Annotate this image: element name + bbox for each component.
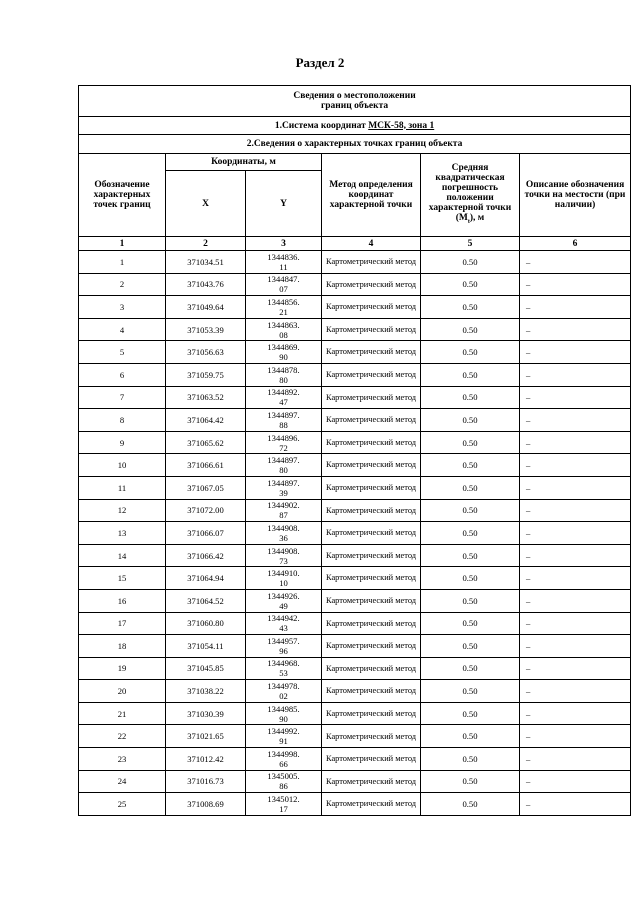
point-number: 9 [79, 431, 166, 454]
coordinate-x: 371030.39 [166, 702, 246, 725]
coordinate-y [246, 522, 322, 545]
method-cell: Картометрический метод [322, 657, 421, 680]
method-cell: Картометрический метод [322, 251, 421, 274]
point-number: 7 [79, 386, 166, 409]
coordinate-y [246, 296, 322, 319]
point-number: 17 [79, 612, 166, 635]
coordinate-y-part1: 1344957. [267, 635, 300, 646]
coordinate-y-part2: 90 [279, 713, 288, 724]
description-cell: – [520, 341, 631, 364]
table-row [79, 251, 631, 274]
coordinate-x: 371072.00 [166, 499, 246, 522]
point-number: 25 [79, 793, 166, 816]
table-row [79, 318, 631, 341]
description-cell: – [520, 725, 631, 748]
point-number: 11 [79, 476, 166, 499]
coordinate-y-part1: 1344942. [267, 613, 300, 624]
coordinate-y-part1: 1344910. [267, 568, 300, 579]
point-number: 18 [79, 635, 166, 658]
error-cell: 0.50 [421, 770, 520, 793]
method-cell: Картометрический метод [322, 454, 421, 477]
coordinate-y-part2: 88 [279, 419, 288, 430]
info-header-line1: Сведения о местоположении [293, 91, 416, 101]
coordinate-x: 371012.42 [166, 748, 246, 771]
header-method: Метод определения координат характерной точки [322, 154, 421, 237]
info-header-line2: границ объекта [320, 101, 389, 111]
description-cell: – [520, 657, 631, 680]
header-coordinates: Координаты, м [166, 154, 322, 171]
coordinate-y-part1: 1344897. [267, 409, 300, 420]
coordinate-x: 371059.75 [166, 363, 246, 386]
error-cell: 0.50 [421, 341, 520, 364]
coordinate-y-part2: 72 [279, 442, 288, 453]
coordinate-system-value: МСК-58, зона 1 [368, 120, 435, 131]
header-error-subscript: t [467, 218, 470, 225]
coordinate-y-part1: 1344968. [267, 658, 300, 669]
error-cell: 0.50 [421, 273, 520, 296]
description-cell: – [520, 454, 631, 477]
error-cell: 0.50 [421, 680, 520, 703]
coordinate-y-part2: 53 [279, 668, 288, 679]
table-row [79, 296, 631, 319]
coordinate-y [246, 725, 322, 748]
method-cell: Картометрический метод [322, 499, 421, 522]
method-cell: Картометрический метод [322, 567, 421, 590]
table-row [79, 499, 631, 522]
table-row [79, 454, 631, 477]
header-error-text: Средняя квадратическая погрешность положении характерной точки (M [428, 163, 512, 224]
description-cell: – [520, 273, 631, 296]
coordinate-x: 371067.05 [166, 476, 246, 499]
method-cell: Картометрический метод [322, 341, 421, 364]
coordinate-y-part1: 1344856. [267, 296, 300, 307]
point-number: 2 [79, 273, 166, 296]
method-cell: Картометрический метод [322, 635, 421, 658]
coordinate-y-part1: 1345005. [267, 771, 300, 782]
table-row [79, 273, 631, 296]
error-cell: 0.50 [421, 702, 520, 725]
error-cell: 0.50 [421, 589, 520, 612]
coordinate-x: 371008.69 [166, 793, 246, 816]
coordinate-y-part2: 02 [279, 691, 288, 702]
coordinate-x: 371060.80 [166, 612, 246, 635]
coordinate-x: 371063.52 [166, 386, 246, 409]
coordinate-y [246, 770, 322, 793]
method-cell: Картометрический метод [322, 273, 421, 296]
coordinate-y [246, 363, 322, 386]
coordinate-y-part2: 43 [279, 623, 288, 634]
description-cell: – [520, 635, 631, 658]
point-number: 21 [79, 702, 166, 725]
info-header [79, 86, 631, 117]
method-cell: Картометрический метод [322, 318, 421, 341]
description-cell: – [520, 680, 631, 703]
method-cell: Картометрический метод [322, 363, 421, 386]
description-cell: – [520, 567, 631, 590]
coordinate-y [246, 454, 322, 477]
error-cell: 0.50 [421, 748, 520, 771]
point-number: 15 [79, 567, 166, 590]
coordinate-x: 371056.63 [166, 341, 246, 364]
error-cell: 0.50 [421, 363, 520, 386]
point-number: 6 [79, 363, 166, 386]
description-cell: – [520, 793, 631, 816]
coordinate-y-part2: 21 [279, 306, 288, 317]
table-row [79, 612, 631, 635]
coordinate-x: 371053.39 [166, 318, 246, 341]
coordinate-y-part1: 1344992. [267, 726, 300, 737]
coordinate-y-part2: 17 [279, 804, 288, 815]
coordinate-x: 371066.07 [166, 522, 246, 545]
method-cell: Картометрический метод [322, 409, 421, 432]
method-cell: Картометрический метод [322, 770, 421, 793]
error-cell: 0.50 [421, 793, 520, 816]
table-row [79, 702, 631, 725]
coordinate-y [246, 702, 322, 725]
method-cell: Картометрический метод [322, 612, 421, 635]
coordinate-y [246, 499, 322, 522]
coordinate-y [246, 567, 322, 590]
method-cell: Картометрический метод [322, 431, 421, 454]
coordinate-x: 371049.64 [166, 296, 246, 319]
table-row [79, 341, 631, 364]
coordinate-y-part2: 07 [279, 284, 288, 295]
table-row [79, 409, 631, 432]
method-cell: Картометрический метод [322, 589, 421, 612]
coordinate-y-part2: 47 [279, 397, 288, 408]
column-number: 6 [520, 237, 631, 251]
coordinate-x: 371045.85 [166, 657, 246, 680]
error-cell: 0.50 [421, 567, 520, 590]
method-cell: Картометрический метод [322, 296, 421, 319]
description-cell: – [520, 476, 631, 499]
point-number: 20 [79, 680, 166, 703]
description-cell: – [520, 770, 631, 793]
points-section-title: 2.Сведения о характерных точках границ объекта [79, 135, 631, 154]
error-cell: 0.50 [421, 522, 520, 545]
error-cell: 0.50 [421, 612, 520, 635]
coordinate-y-part1: 1344847. [267, 274, 300, 285]
section-title: Раздел 2 [295, 55, 345, 70]
coordinate-y-part1: 1344978. [267, 681, 300, 692]
method-cell: Картометрический метод [322, 522, 421, 545]
coordinate-y [246, 657, 322, 680]
coordinate-x: 371065.62 [166, 431, 246, 454]
point-number: 13 [79, 522, 166, 545]
coordinate-y-part2: 87 [279, 510, 288, 521]
point-number: 12 [79, 499, 166, 522]
point-number: 5 [79, 341, 166, 364]
description-cell: – [520, 363, 631, 386]
coordinate-y [246, 635, 322, 658]
method-cell: Картометрический метод [322, 386, 421, 409]
coordinate-x: 371064.94 [166, 567, 246, 590]
description-cell: – [520, 702, 631, 725]
coordinate-y-part1: 1344908. [267, 545, 300, 556]
table-row [79, 544, 631, 567]
coordinate-system-label: 1.Система координат [274, 120, 369, 131]
coordinate-x: 371064.52 [166, 589, 246, 612]
column-number: 4 [322, 237, 421, 251]
error-cell: 0.50 [421, 476, 520, 499]
coordinate-y [246, 748, 322, 771]
coordinate-x: 371038.22 [166, 680, 246, 703]
coordinate-y-part1: 1344998. [267, 748, 300, 759]
coordinate-y-part1: 1344926. [267, 590, 300, 601]
coordinate-y-part2: 10 [279, 578, 288, 589]
coordinate-y-part1: 1344897. [267, 477, 300, 488]
error-cell: 0.50 [421, 499, 520, 522]
table-row [79, 657, 631, 680]
point-number: 24 [79, 770, 166, 793]
coordinate-y-part2: 86 [279, 781, 288, 792]
coordinate-y-part1: 1345012. [267, 794, 300, 805]
coordinate-y-part1: 1344892. [267, 387, 300, 398]
column-number: 2 [166, 237, 246, 251]
coordinate-x: 371043.76 [166, 273, 246, 296]
coordinate-x: 371016.73 [166, 770, 246, 793]
error-cell: 0.50 [421, 409, 520, 432]
coordinate-y [246, 793, 322, 816]
header-error-unit: ), м [469, 213, 485, 224]
table-row [79, 386, 631, 409]
table-row [79, 589, 631, 612]
coordinate-y-part1: 1344897. [267, 455, 300, 466]
method-cell: Картометрический метод [322, 476, 421, 499]
error-cell: 0.50 [421, 725, 520, 748]
error-cell: 0.50 [421, 635, 520, 658]
column-number: 5 [421, 237, 520, 251]
description-cell: – [520, 318, 631, 341]
coordinate-x: 371066.42 [166, 544, 246, 567]
description-cell: – [520, 748, 631, 771]
coordinate-y-part2: 90 [279, 352, 288, 363]
coordinate-y [246, 409, 322, 432]
coordinate-y [246, 273, 322, 296]
error-cell: 0.50 [421, 454, 520, 477]
point-number: 3 [79, 296, 166, 319]
coordinate-y-part2: 49 [279, 600, 288, 611]
error-cell: 0.50 [421, 657, 520, 680]
header-designation: Обозначение характерных точек границ [79, 154, 166, 237]
error-cell: 0.50 [421, 431, 520, 454]
description-cell: – [520, 409, 631, 432]
coordinate-y-part2: 11 [279, 261, 288, 272]
table-row [79, 793, 631, 816]
table-row [79, 431, 631, 454]
error-cell: 0.50 [421, 251, 520, 274]
method-cell: Картометрический метод [322, 725, 421, 748]
coordinate-y-part2: 39 [279, 487, 288, 498]
coordinate-y-part1: 1344908. [267, 522, 300, 533]
error-cell: 0.50 [421, 318, 520, 341]
coordinate-y-part1: 1344896. [267, 432, 300, 443]
coordinate-y-part1: 1344869. [267, 342, 300, 353]
coordinate-x: 371021.65 [166, 725, 246, 748]
coordinate-y [246, 386, 322, 409]
column-number: 1 [79, 237, 166, 251]
method-cell: Картометрический метод [322, 544, 421, 567]
column-number: 3 [246, 237, 322, 251]
coordinate-y-part1: 1344985. [267, 703, 300, 714]
method-cell: Картометрический метод [322, 793, 421, 816]
coordinate-y [246, 251, 322, 274]
method-cell: Картометрический метод [322, 748, 421, 771]
error-cell: 0.50 [421, 296, 520, 319]
table-row [79, 725, 631, 748]
coordinate-y [246, 341, 322, 364]
coordinate-x: 371064.42 [166, 409, 246, 432]
point-number: 1 [79, 251, 166, 274]
coordinate-y-part1: 1344836. [267, 251, 300, 262]
description-cell: – [520, 612, 631, 635]
coordinate-system-row [79, 117, 631, 135]
coordinate-y-part1: 1344902. [267, 500, 300, 511]
point-number: 10 [79, 454, 166, 477]
error-cell: 0.50 [421, 544, 520, 567]
coordinate-y-part2: 36 [279, 532, 288, 543]
table-row [79, 770, 631, 793]
coordinate-y [246, 680, 322, 703]
coordinate-y [246, 318, 322, 341]
point-number: 14 [79, 544, 166, 567]
coordinate-y-part2: 66 [279, 758, 288, 769]
coordinate-y-part2: 80 [279, 465, 288, 476]
coordinate-y [246, 476, 322, 499]
point-number: 23 [79, 748, 166, 771]
coordinate-y-part2: 96 [279, 645, 288, 656]
table-row [79, 680, 631, 703]
table-row [79, 748, 631, 771]
boundary-points-table [78, 85, 631, 816]
coordinate-y [246, 612, 322, 635]
header-error [421, 154, 520, 237]
point-number: 22 [79, 725, 166, 748]
description-cell: – [520, 296, 631, 319]
coordinate-x: 371034.51 [166, 251, 246, 274]
description-cell: – [520, 544, 631, 567]
coordinate-y-part2: 80 [279, 374, 288, 385]
table-row [79, 476, 631, 499]
coordinate-y-part1: 1344878. [267, 364, 300, 375]
point-number: 8 [79, 409, 166, 432]
header-description: Описание обозначения точки на местости (при наличии) [520, 154, 631, 237]
coordinate-x: 371054.11 [166, 635, 246, 658]
description-cell: – [520, 589, 631, 612]
point-number: 19 [79, 657, 166, 680]
header-y: Y [246, 171, 322, 237]
coordinate-y-part1: 1344863. [267, 319, 300, 330]
description-cell: – [520, 251, 631, 274]
header-x: X [166, 171, 246, 237]
method-cell: Картометрический метод [322, 702, 421, 725]
description-cell: – [520, 431, 631, 454]
table-row [79, 567, 631, 590]
description-cell: – [520, 522, 631, 545]
coordinate-y [246, 544, 322, 567]
point-number: 16 [79, 589, 166, 612]
coordinate-y-part2: 91 [279, 736, 288, 747]
point-number: 4 [79, 318, 166, 341]
error-cell: 0.50 [421, 386, 520, 409]
coordinate-y-part2: 73 [279, 555, 288, 566]
coordinate-y-part2: 08 [279, 329, 288, 340]
coordinate-x: 371066.61 [166, 454, 246, 477]
table-row [79, 635, 631, 658]
description-cell: – [520, 386, 631, 409]
table-row [79, 363, 631, 386]
coordinate-y [246, 431, 322, 454]
description-cell: – [520, 499, 631, 522]
coordinate-y [246, 589, 322, 612]
table-row [79, 522, 631, 545]
method-cell: Картометрический метод [322, 680, 421, 703]
